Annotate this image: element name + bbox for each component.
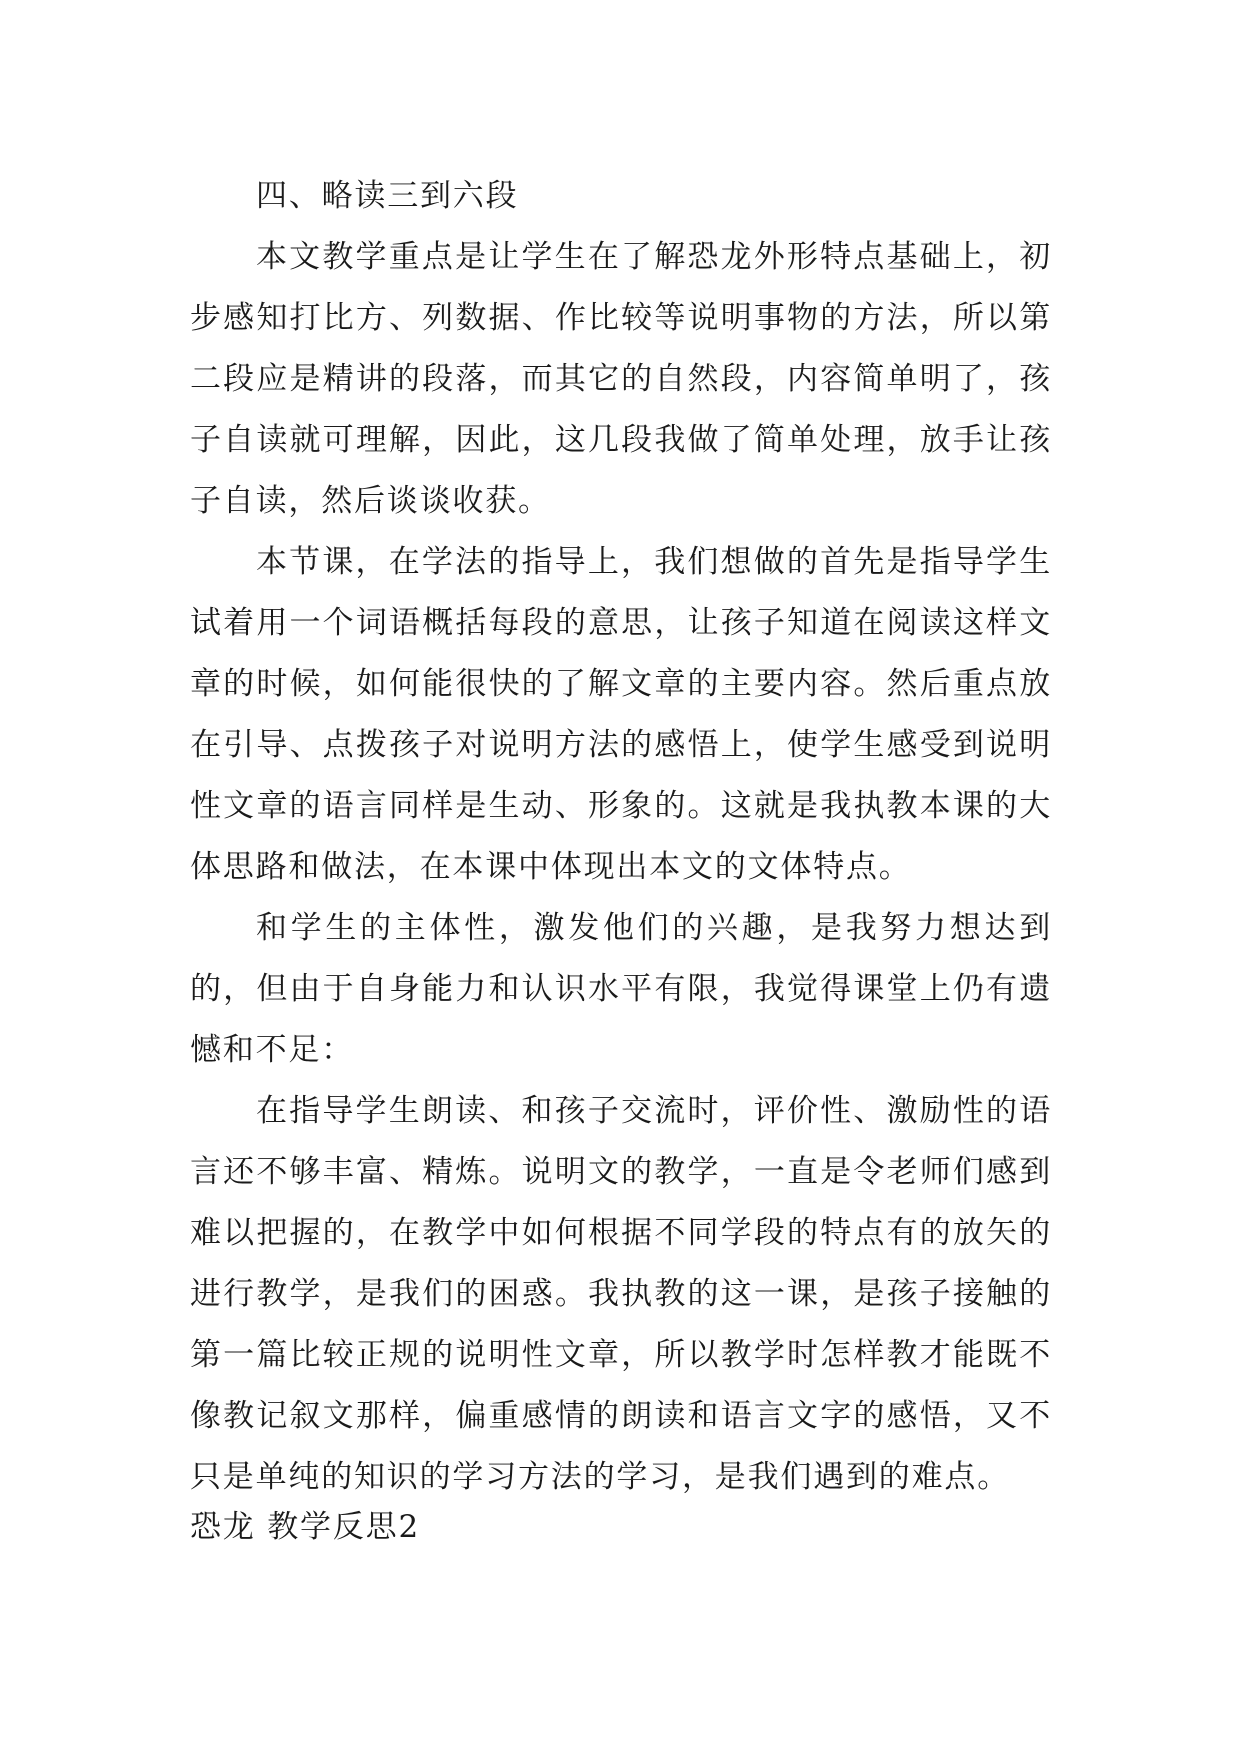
document-body bbox=[190, 166, 1052, 1508]
paragraph-reflection-difficulties: 在指导学生朗读、和孩子交流时，评价性、激励性的语言还不够丰富、精炼。说明文的教学，一直是令老师们感到难以把握的，在教学中如何根据不同学段的特点有的放矢的进行教学，是我们的困惑。我执教的这一课，是孩子接触的第一篇比较正规的说明性文章，所以教学时怎样教才能既不像教记叙文那样，偏重感情的朗读和语言文字的感悟，又不只是单纯的知识的学习方法的学习，是我们遇到的难点。 bbox=[190, 1093, 1052, 1495]
paragraph-learning-guidance: 本节课，在学法的指导上，我们想做的首先是指导学生试着用一个词语概括每段的意思，让孩子知道在阅读这样文章的时候，如何能很快的了解文章的主要内容。然后重点放在引导、点拨孩子对说明方法的感悟上，使学生感受到说明性文章的语言同样是生动、形象的。这就是我执教本课的大体思路和做法，在本课中体现出本文的文体特点。 bbox=[190, 544, 1052, 885]
paragraph-teaching-focus: 本文教学重点是让学生在了解恐龙外形特点基础上，初步感知打比方、列数据、作比较等说明事物的方法，所以第二段应是精讲的段落，而其它的自然段，内容简单明了，孩子自读就可理解，因此，这几段我做了简单处理，放手让孩子自读，然后谈谈收获。 bbox=[190, 239, 1052, 519]
next-section-title: 恐龙 教学反思2 bbox=[190, 1509, 420, 1545]
paragraph-shortcomings-intro: 和学生的主体性，激发他们的兴趣，是我努力想达到的，但由于自身能力和认识水平有限，我觉得课堂上仍有遗憾和不足： bbox=[190, 910, 1052, 1068]
section-heading: 四、略读三到六段 bbox=[256, 178, 519, 214]
